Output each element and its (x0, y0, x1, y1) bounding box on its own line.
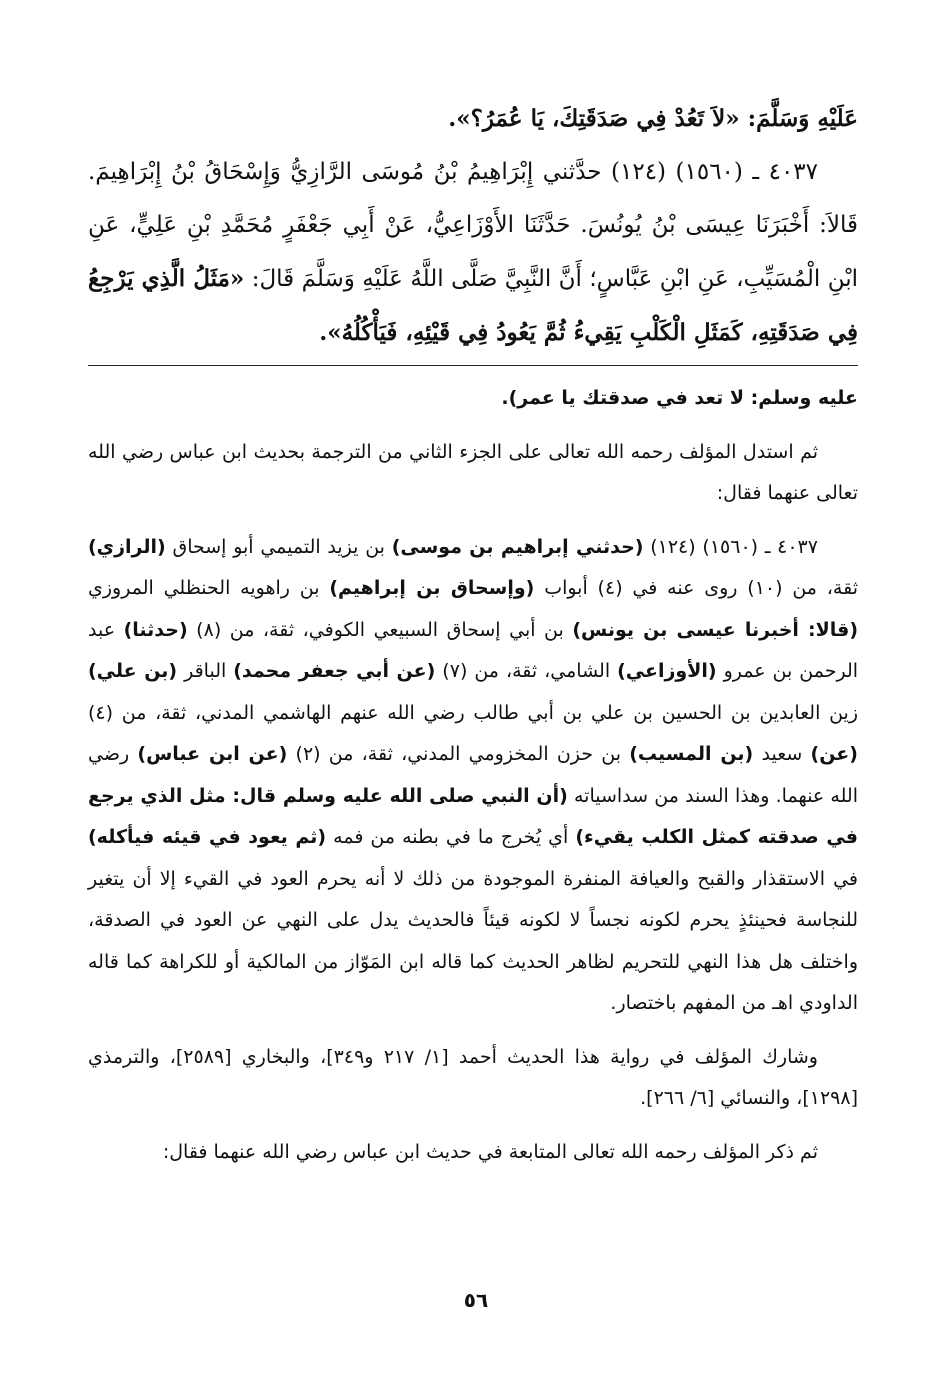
narrator-note: عبد الرحمن بن عمرو (88, 618, 859, 682)
narrator-quote: (عن ابن عباس) (137, 743, 288, 765)
narrator-note: بن أبي إسحاق السبيعي الكوفي، ثقة، من (٨) (196, 618, 564, 641)
hadith-previous-line-text: عَلَيْهِ وَسَلَّمَ: «لاَ تَعُدْ فِي صَدَقَتِكَ، يَا عُمَرُ؟». (448, 105, 858, 132)
narrator-quote: (حدثني إبراهيم بن موسى) (391, 535, 644, 558)
commentary-hadith-number: ٤٠٣٧ ـ (١٥٦٠) (١٢٤) (650, 535, 818, 558)
narrator-quote: (عن أبي جعفر محمد) (233, 660, 436, 682)
explanation: أي يُخرج ما في بطنه من فمه (333, 826, 569, 848)
narrator-note: رضي الله عنهما. وهذا السند من سداسياته (88, 743, 858, 807)
narrator-quote: (حدثنا) (123, 618, 188, 641)
commentary-section (88, 378, 858, 1185)
hadith-4037 (88, 146, 858, 360)
commentary-paragraph-3 (88, 527, 858, 1025)
hadith-text (88, 92, 858, 360)
commentary-paragraph-5: ثم ذكر المؤلف رحمه الله تعالى المتابعة في حديث ابن عباس رضي الله عنهما فقال: (162, 1140, 818, 1163)
hadith-previous-line (88, 92, 858, 146)
commentary-paragraph-4: وشارك المؤلف في رواية هذا الحديث أحمد [١/ ٢١٧ و٣٤٩]، والبخاري [٢٥٨٩]، والترمذي [١٢٩٨]، والنسائي [٦/ ٢٦٦]. (88, 1045, 858, 1109)
narrator-quote: (بن علي) (88, 660, 178, 682)
page-number: ٥٦ (463, 1288, 489, 1312)
narrator-quote: (وإسحاق بن إبراهيم) (329, 577, 535, 599)
narrator-quote: (قالا: أخبرنا عيسى بن يونس) (572, 618, 859, 641)
narrator-note: بن راهويه الحنظلي المروزي (88, 577, 320, 599)
narrator-note: بن يزيد التميمي أبو إسحاق (172, 535, 385, 558)
narrator-quote: (بن المسيب) (629, 743, 754, 765)
explanation: في الاستقذار والقبح والعيافة المنفرة الموجودة من ذلك لا أنه يحرم العود في القيء إلا أن يتغير للنجاسة فحينئذٍ يحرم لكونه نجساً لا لكونه قيئاً فالحديث يدل على النهي عن العود في الصدقة، واختلف هل هذا النهي للتحريم لظاهر الحديث كما قاله ابن المَوّاز من المالكية أو للكراهة كما قاله الداودي اهـ من المفهم باختصار. (88, 867, 858, 1014)
hadith-matn: «مَثَلُ الَّذِي يَرْجِعُ فِي صَدَقَتِهِ، كَمَثَلِ الْكَلْبِ يَقِيءُ ثُمَّ يَعُودُ فِي قَيْئِهِ، فَيَأْكُلُهُ». (88, 265, 858, 346)
matn-quote: (أن النبي صلى الله عليه وسلم قال: مثل الذي يرجع في صدقته كمثل الكلب يقيء) (88, 784, 858, 848)
narrator-note: الباقر (184, 660, 227, 682)
commentary-paragraph-2: ثم استدل المؤلف رحمه الله تعالى على الجزء الثاني من الترجمة بحديث ابن عباس رضي الله تعالى عنهما فقال: (88, 440, 858, 504)
narrator-note: زين العابدين بن الحسين بن علي بن أبي طالب رضي الله عنهم الهاشمي المدني، ثقة، من (٤) (88, 701, 858, 724)
narrator-note: بن حزن المخزومي المدني، ثقة، من (٢) (295, 743, 622, 765)
commentary-paragraph-1: عليه وسلم: لا تعد في صدقتك يا عمر). (501, 387, 858, 409)
hadith-section (88, 92, 858, 360)
hadith-isnad: حدَّثني إِبْرَاهِيمُ بْنُ مُوسَى الرَّازِيُّ وَإِسْحَاقُ بْنُ إِبْرَاهِيمَ. قَالاَ: أَخْبَرَنَا عِيسَى بْنُ يُونُسَ. حَدَّثَنَا الأَوْزَاعِيُّ، عَنْ أَبِي جَعْفَرٍ مُحَمَّدِ بْنِ عَلِيٍّ، عَنِ ابْنِ الْمُسَيِّبِ، عَنِ ابْنِ عَبَّاسٍ؛ أَنَّ النَّبِيَّ صَلَّى اللَّهُ عَلَيْهِ وَسَلَّمَ قَالَ: (88, 159, 859, 292)
narrator-quote: (الرازي) (88, 535, 166, 558)
narrator-note: سعيد (761, 743, 803, 765)
footnote-divider (88, 365, 858, 366)
hadith-number: ٤٠٣٧ ـ (١٥٦٠) (١٢٤) (611, 159, 819, 185)
narrator-note: ثقة، من (١٠) روى عنه في (٤) أبواب (544, 577, 859, 599)
narrator-quote: (الأوزاعي) (617, 660, 717, 682)
matn-quote: (ثم يعود في قيئه فيأكله) (88, 826, 327, 848)
narrator-quote: (عن) (810, 743, 858, 765)
narrator-note: الشامي، ثقة، من (٧) (442, 660, 611, 682)
